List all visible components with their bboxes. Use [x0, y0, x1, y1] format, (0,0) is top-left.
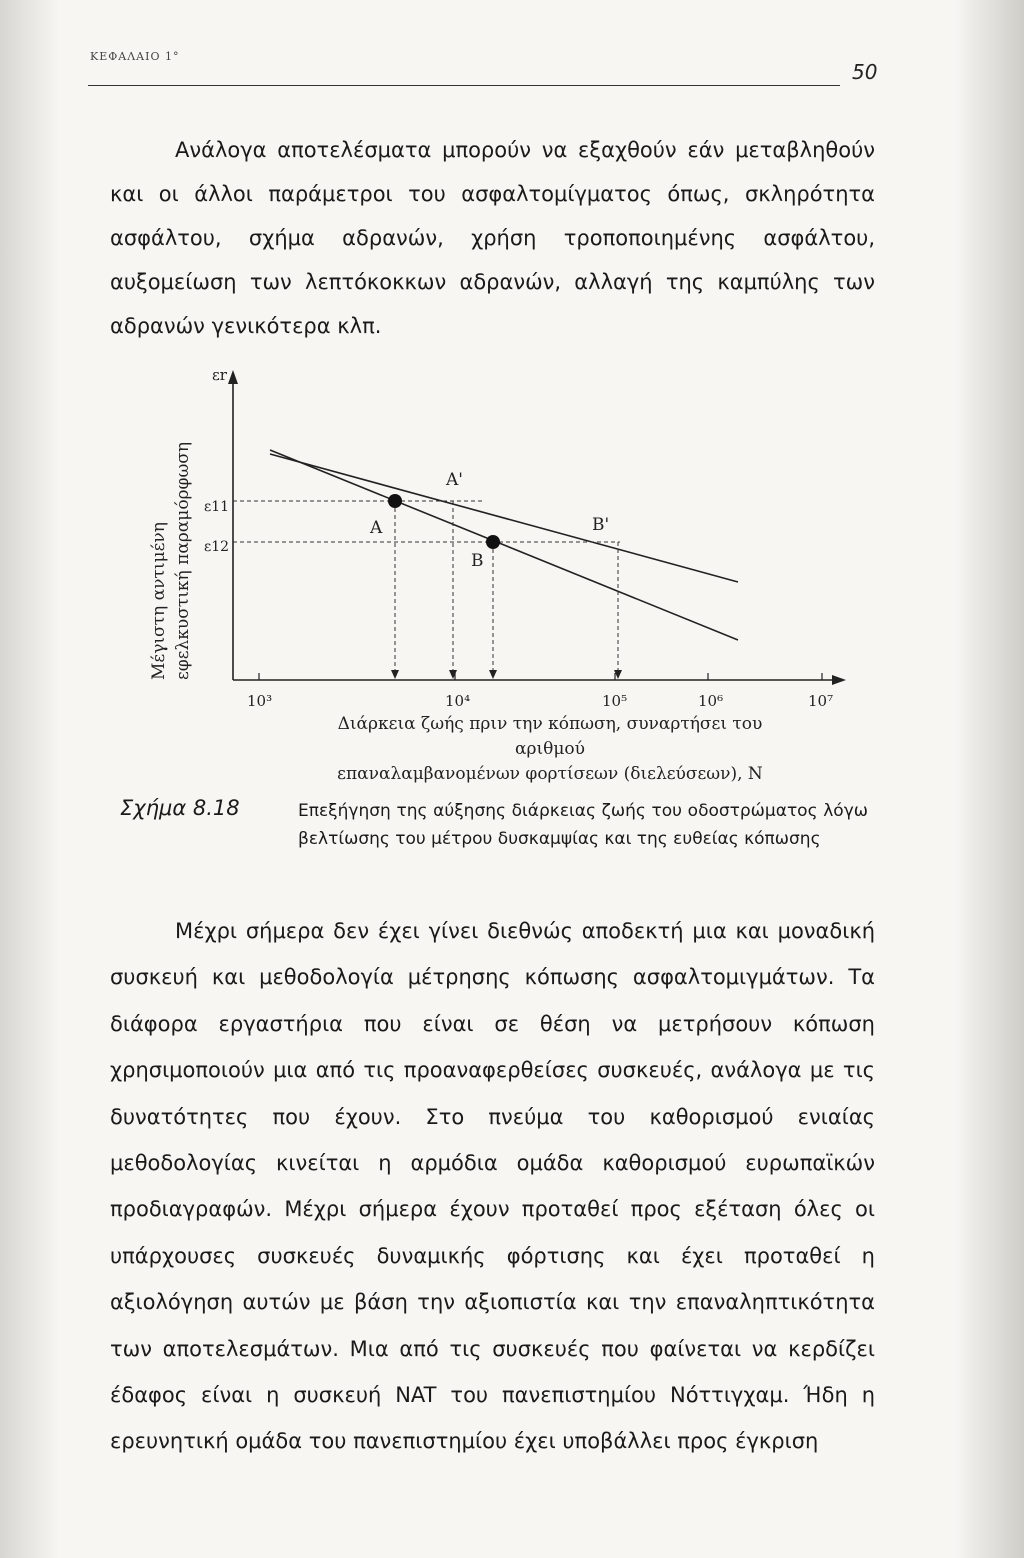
page-number: 50: [852, 60, 878, 84]
eps1-label: ε11: [204, 499, 230, 515]
point-A-marker: [388, 494, 402, 508]
x-axis-caption-line2: επαναλαμβανομένων φορτίσεων (διελεύσεων), N: [337, 764, 763, 784]
x-tick-label: 10⁷: [808, 692, 834, 710]
figure-label: Σχήμα 8.18: [120, 796, 240, 820]
x-tick-label: 10⁵: [602, 692, 628, 710]
arrow-down-B: [489, 670, 497, 679]
point-B-label: B: [471, 551, 484, 571]
arrow-down-A: [391, 670, 399, 679]
x-tick-label: 10³: [247, 692, 273, 710]
page-shadow-left: [0, 0, 60, 1558]
header-rule: [88, 85, 840, 86]
running-head: ΚΕΦΑΛΑΙΟ 1°: [90, 50, 180, 63]
paragraph-1-text: Ανάλογα αποτελέσματα μπορούν να εξαχθούν εάν μεταβληθούν και οι άλλοι παράμετροι του ασφαλτομίγματος όπως, σκληρότητα ασφάλτου, σχήμα αδρανών, χρήση τροποποιημένης ασφάλτου, αυξομείωση των λεπτόκοκκων αδρανών, αλλαγή της καμπύλης των αδρανών γενικότερα κλπ.: [110, 138, 875, 338]
x-tick-label: 10⁴: [445, 692, 471, 710]
point-A-prime-label: A': [446, 470, 463, 490]
fatigue-line-original: [270, 450, 738, 640]
page-shadow-right: [954, 0, 1024, 1558]
y-axis-arrow: [228, 370, 238, 384]
y-axis-label-line2: εφελκυστική παραμόρφωση: [173, 441, 193, 680]
arrow-down-A-prime: [449, 670, 457, 679]
figure-caption: Επεξήγηση της αύξησης διάρκειας ζωής του οδοστρώματος λόγω βελτίωσης του μέτρου δυσκαμψίας και της ευθείας κόπωσης: [298, 801, 868, 849]
x-tick-label: 10⁶: [698, 692, 724, 710]
paragraph-2-text: Μέχρι σήμερα δεν έχει γίνει διεθνώς αποδεκτή μια και μοναδική συσκευή και μεθοδολογία μέτρησης κόπωσης ασφαλτομιγμάτων. Τα διάφορα εργαστήρια που είναι σε θέση να μετρήσουν κόπωση χρησιμοποιούν μια από τις προαναφερθείσες συσκευές, ανάλογα με τις δυνατότητες που έχουν. Στο πνεύμα του καθορισμού ενιαίας μεθοδολογίας κινείται η αρμόδια ομάδα καθορισμού ευρωπαϊκών προδιαγραφών. Μέχρι σήμερα έχουν προταθεί προς εξέταση όλες οι υπάρχουσες συσκευές δυναμικής φόρτισης και έχει προταθεί η αξιολόγηση αυτών με βάση την αξιοπιστία και την επαναληπτικότητα των αποτελεσμάτων. Μια από τις συσκευές που φαίνεται να κερδίζει έδαφος είναι η συσκευή NAT του πανεπιστημίου Νόττιγχαμ. Ήδη η ερευνητική ομάδα του πανεπιστημίου έχει υποβάλλει προς έγκριση: [110, 919, 875, 1454]
x-axis-caption: [300, 712, 800, 787]
point-B-marker: [486, 535, 500, 549]
paragraph-1: [110, 128, 875, 348]
paragraph-2: [110, 908, 875, 1465]
eps2-label: ε12: [204, 539, 230, 555]
y-axis-label-line1: Μέγιστη αντιμένη: [149, 522, 169, 680]
x-axis-caption-line1: Διάρκεια ζωής πριν την κόπωση, συναρτήσει του αριθμού: [337, 714, 763, 759]
fatigue-diagram: [120, 358, 860, 718]
point-B-prime-label: B': [592, 515, 610, 535]
fatigue-line-improved: [270, 454, 738, 582]
x-axis-arrow: [832, 675, 846, 685]
y-axis-symbol: εr: [212, 366, 227, 384]
point-A-label: A: [370, 518, 383, 538]
